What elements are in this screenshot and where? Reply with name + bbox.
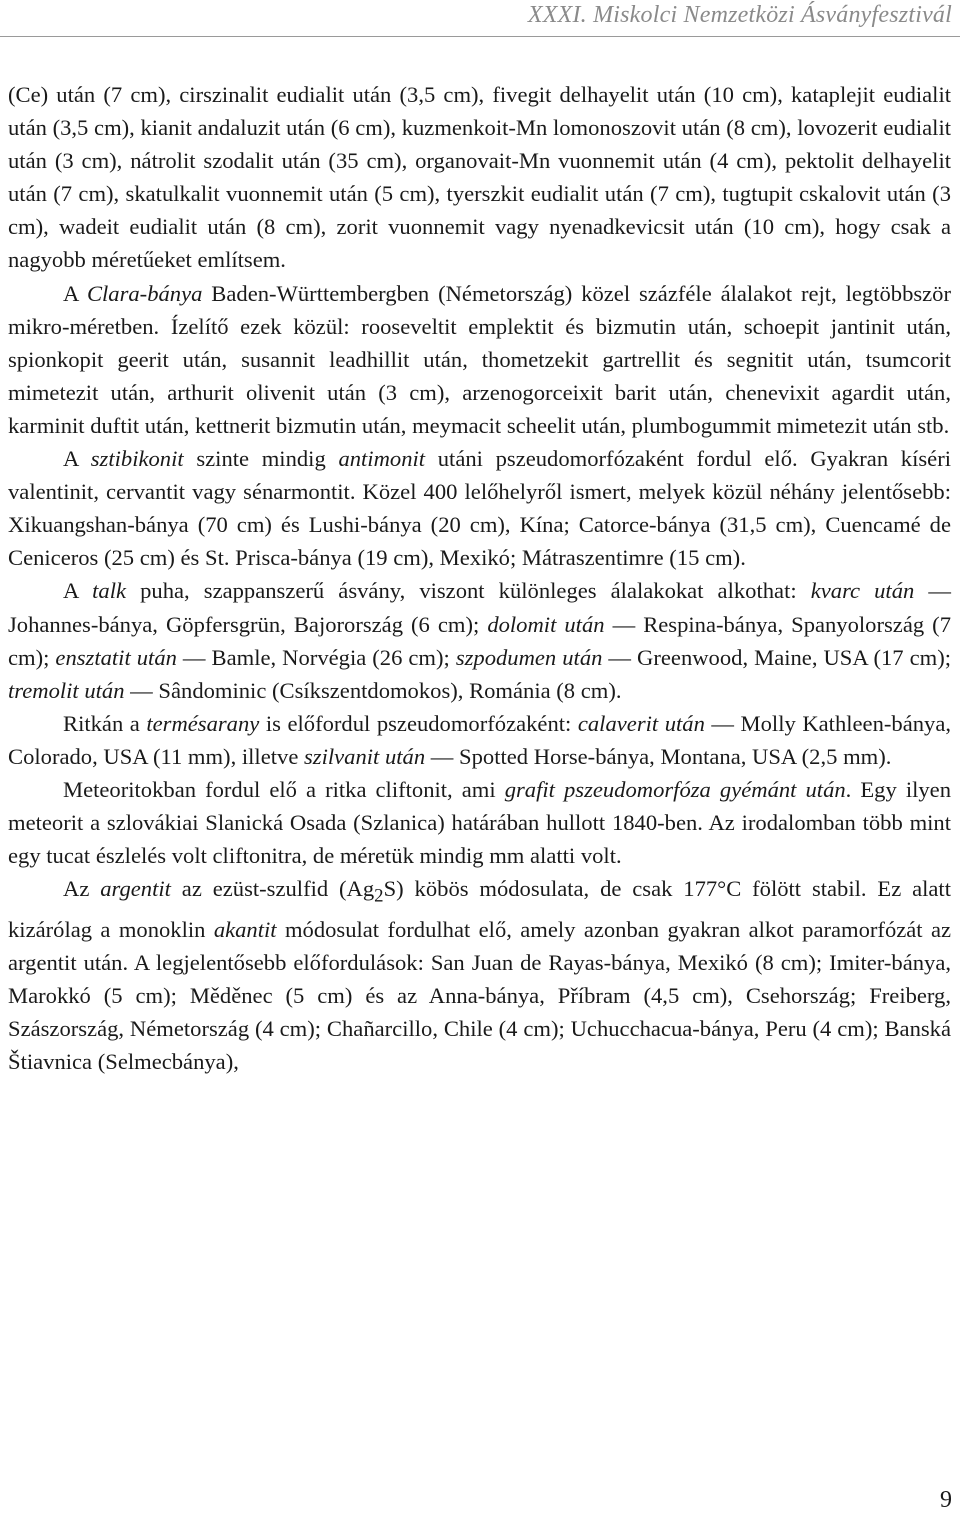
italic-term: dolomit után [487, 611, 605, 637]
body-text [8, 78, 951, 1078]
text-run: A [63, 280, 87, 306]
italic-term: antimonit [338, 446, 426, 472]
text-run: szinte mindig [183, 446, 339, 472]
paragraph [8, 442, 951, 574]
text-run: — Bamle, Norvégia (26 cm); [176, 644, 456, 670]
italic-term: grafit pszeudomorfóza gyémánt után [504, 776, 846, 802]
italic-term: sztibikonit [90, 446, 184, 472]
paragraph [8, 707, 951, 773]
text-run: utáni pszeudomorfózaként fordul elő. Gyakran kíséri valentinit, cervantit vagy sénarmontit. Közel 400 lelőhelyről ismert, melyek közül néhány jelentősebb: Xikuangshan-bánya (70 cm) és Lushi-bánya (20 cm), Kína; Catorce-bánya (31,5 cm), Cuencamé de Ceniceros (25 cm) és St. Prisca-bánya (19 cm), Mexikó; Mátraszentimre (15 cm). [8, 446, 952, 571]
text-run: — Spotted Horse-bánya, Montana, USA (2,5 mm). [425, 743, 892, 769]
text-run: A [63, 578, 93, 604]
italic-term: szpodumen után [455, 644, 603, 670]
text-run: . Egy ilyen meteorit a szlovákiai Slanická Osada (Szlanica) határában hullott 1840-ben. Az irodalomban több mint egy tucat észlelés volt cliftonitra, de méretük mindig mm alatti volt. [8, 776, 951, 869]
text-run: — Johannes-bánya, Göpfersgrün, Bajorország (6 cm); [8, 578, 951, 637]
italic-term: akantit [213, 916, 277, 942]
text-run: az ezüst-szulfid (Ag [170, 876, 375, 902]
text-run: (Ce) után (7 cm), cirszinalit eudialit után (3,5 cm), fivegit delhayelit után (10 cm), kataplejit eudialit után (3,5 cm), kianit andaluzit után (6 cm), kuzmenkoit-Mn lomonoszovit után (8 cm), lovozerit eudialit után (3 cm), nátrolit szodalit után (35 cm), organovait-Mn vuonnemit után (4 cm), pektolit delhayelit után (7 cm), skatulkalit vuonnemit után (5 cm), tyerszkit eudialit után (7 cm), tugtupit cskalovit után (3 cm), wadeit eudialit után (8 cm), zorit vuonnemit vagy nyenadkevicsit után (10 cm), hogy csak a nagyobb méretűeket említsem. [8, 82, 951, 273]
italic-term: ensztatit után [55, 644, 177, 670]
text-run: — Respina-bánya, Spanyolország (7 cm); [8, 611, 951, 670]
text-run: — Molly Kathleen-bánya, Colorado, USA (11 mm), illetve [8, 710, 951, 769]
italic-term: Clara-bánya [86, 280, 203, 306]
text-run: Baden-Württembergben (Németország) közel százféle álalakot rejt, legtöbbször mikro-méretben. Ízelítő ezek közül: rooseveltit emplektit és bizmutin után, schoepit jantinit után, spionkopit geerit után, susannit leadhillit után, thometzekit gartrellit és segnitit után, tsumcorit mimetezit után, arthurit olivenit után (3 cm), arzenogorceixit barit után, chenevixit agardit után, karminit duftit után, kettnerit bizmutin után, meymacit scheelit után, plumbogummit mimetezit után stb. [8, 280, 952, 438]
italic-term: kvarc után [810, 578, 915, 604]
text-run: Meteoritokban fordul elő a ritka cliftonit, ami [63, 776, 505, 802]
text-run: S) köbös módosulata, de csak 177°C fölött stabil. Ez alatt kizárólag a monoklin [8, 876, 951, 942]
paragraph [8, 574, 951, 706]
text-run: módosulat fordulhat elő, amely azonban gyakran alkot paramorfózát az argentit után. A legjelentősebb előfordulások: San Juan de Rayas-bánya, Mexikó (8 cm); Imiter-bánya, Marokkó (5 cm); Měděnec (5 cm) és az Anna-bánya, Příbram (4,5 cm), Csehország; Freiberg, Szászország, Németország (4 cm); Chañarcillo, Chile (4 cm); Uchucchacua-bánya, Peru (4 cm); Banská Štiavnica (Selmecbánya), [8, 916, 952, 1075]
italic-term: tremolit után [8, 677, 125, 703]
text-run: — Greenwood, Maine, USA (17 cm); [602, 644, 951, 670]
header-rule [0, 36, 960, 37]
italic-term: termésarany [146, 710, 260, 736]
text-run: Az [63, 876, 101, 902]
italic-term: szilvanit után [304, 743, 426, 769]
text-run: puha, szappanszerű ásvány, viszont különleges álalakokat alkothat: [126, 578, 811, 604]
text-run: is előfordul pszeudomorfózaként: [259, 710, 578, 736]
italic-term: calaverit után [577, 710, 705, 736]
subscript: 2 [374, 885, 384, 907]
paragraph [8, 872, 951, 1078]
italic-term: talk [92, 578, 127, 604]
italic-term: argentit [100, 876, 171, 902]
text-run: Ritkán a [63, 710, 147, 736]
paragraph [8, 277, 951, 442]
running-header: XXXI. Miskolci Nemzetközi Ásványfesztivál [527, 2, 952, 28]
paragraph [8, 773, 951, 872]
text-run: A [63, 446, 91, 472]
paragraph [8, 78, 951, 277]
page-number: 9 [940, 1487, 952, 1513]
text-run: — Sândominic (Csíkszentdomokos), Románia (8 cm). [124, 677, 622, 703]
